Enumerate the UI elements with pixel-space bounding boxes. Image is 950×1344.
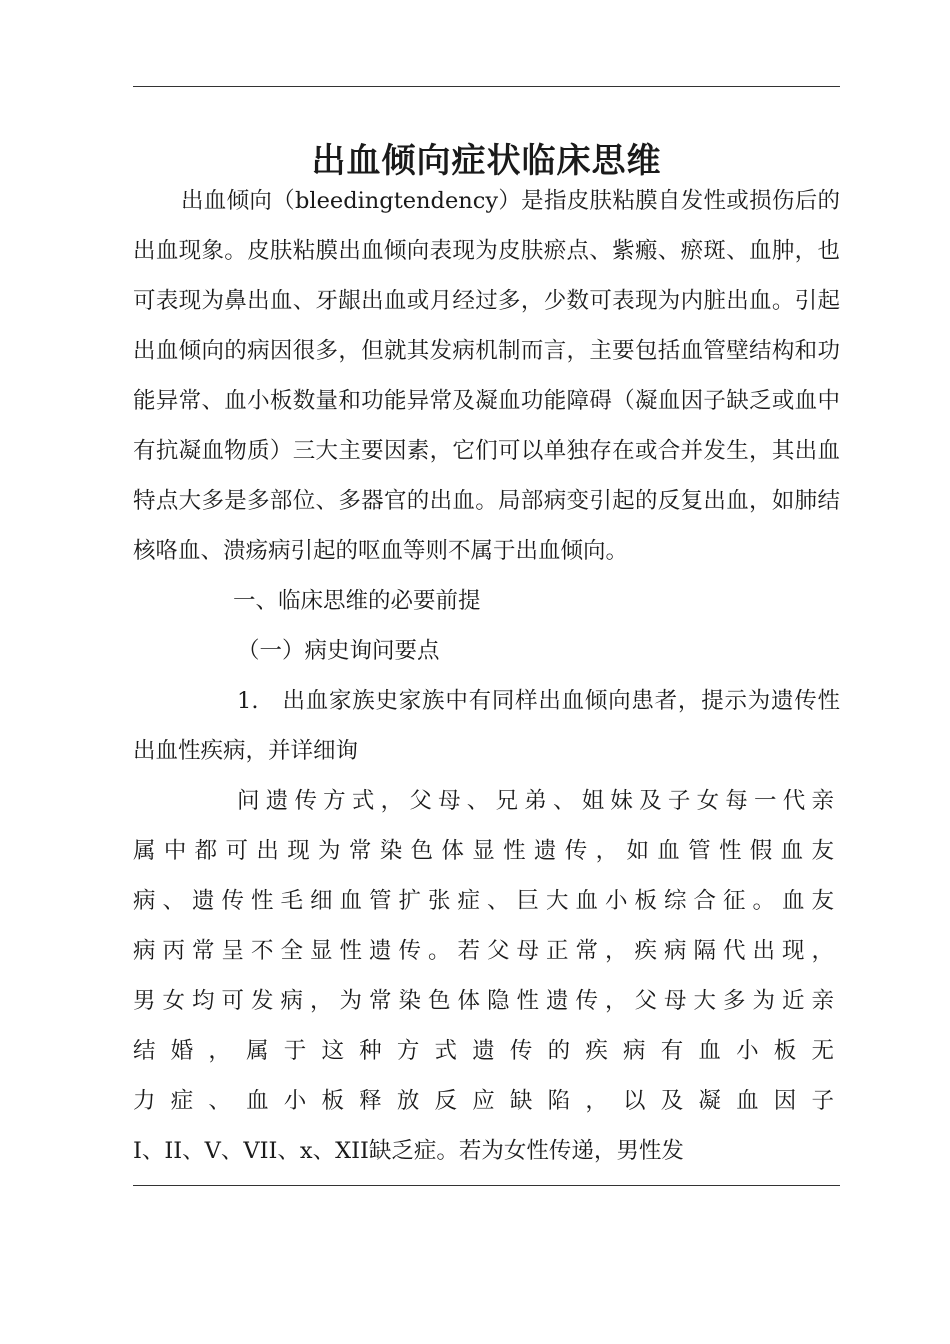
footer-rule xyxy=(133,1185,840,1186)
subsection-heading: （一）病史询问要点 xyxy=(237,638,440,664)
inheritance-paragraph-line: 力症、血小板释放反应缺陷，以及凝血因子 xyxy=(133,1088,840,1114)
intro-paragraph: 出血倾向（bleedingtendency）是指皮肤粘膜自发性或损伤后的出血现象。皮肤粘膜出血倾向表现为皮肤瘀点、紫瘢、瘀斑、血肿，也可表现为鼻出血、牙龈出血或月经过多，少数可表现为内脏出血。引起出血倾向的病因很多，但就其发病机制而言，主要包括血管壁结构和功能异常、血小板数量和功能异常及凝血功能障碍（凝血因子缺乏或血中有抗凝血物质）三大主要因素，它们可以单独存在或合并发生，其出血特点大多是多部位、多器官的出血。局部病变引起的反复出血，如肺结核咯血、溃疡病引起的呕血等则不属于出血倾向。 xyxy=(133,188,840,564)
header-rule xyxy=(133,86,840,87)
section-heading: 一、临床思维的必要前提 xyxy=(233,588,481,614)
list-item-family-history: 1. 出血家族史家族中有同样出血倾向患者，提示为遗传性出血性疾病，并详细询 xyxy=(133,688,840,764)
document-title: 出血倾向症状临床思维 xyxy=(311,140,662,181)
document-body xyxy=(133,176,840,1176)
inheritance-paragraph: 问遗传方式，父母、兄弟、姐妹及子女每一代亲属中都可出现为常染色体显性遗传，如血管性假血友病、遗传性毛细血管扩张症、巨大血小板综合征。血友病丙常呈不全显性遗传。若父母正常，疾病隔代出现，男女均可发病，为常染色体隐性遗传，父母大多为近亲结婚，属于这种方式遗传的疾病有血小板无 xyxy=(133,788,840,1064)
inheritance-paragraph-last-line: I、II、V、VII、x、XII缺乏症。若为女性传递，男性发 xyxy=(133,1138,684,1164)
